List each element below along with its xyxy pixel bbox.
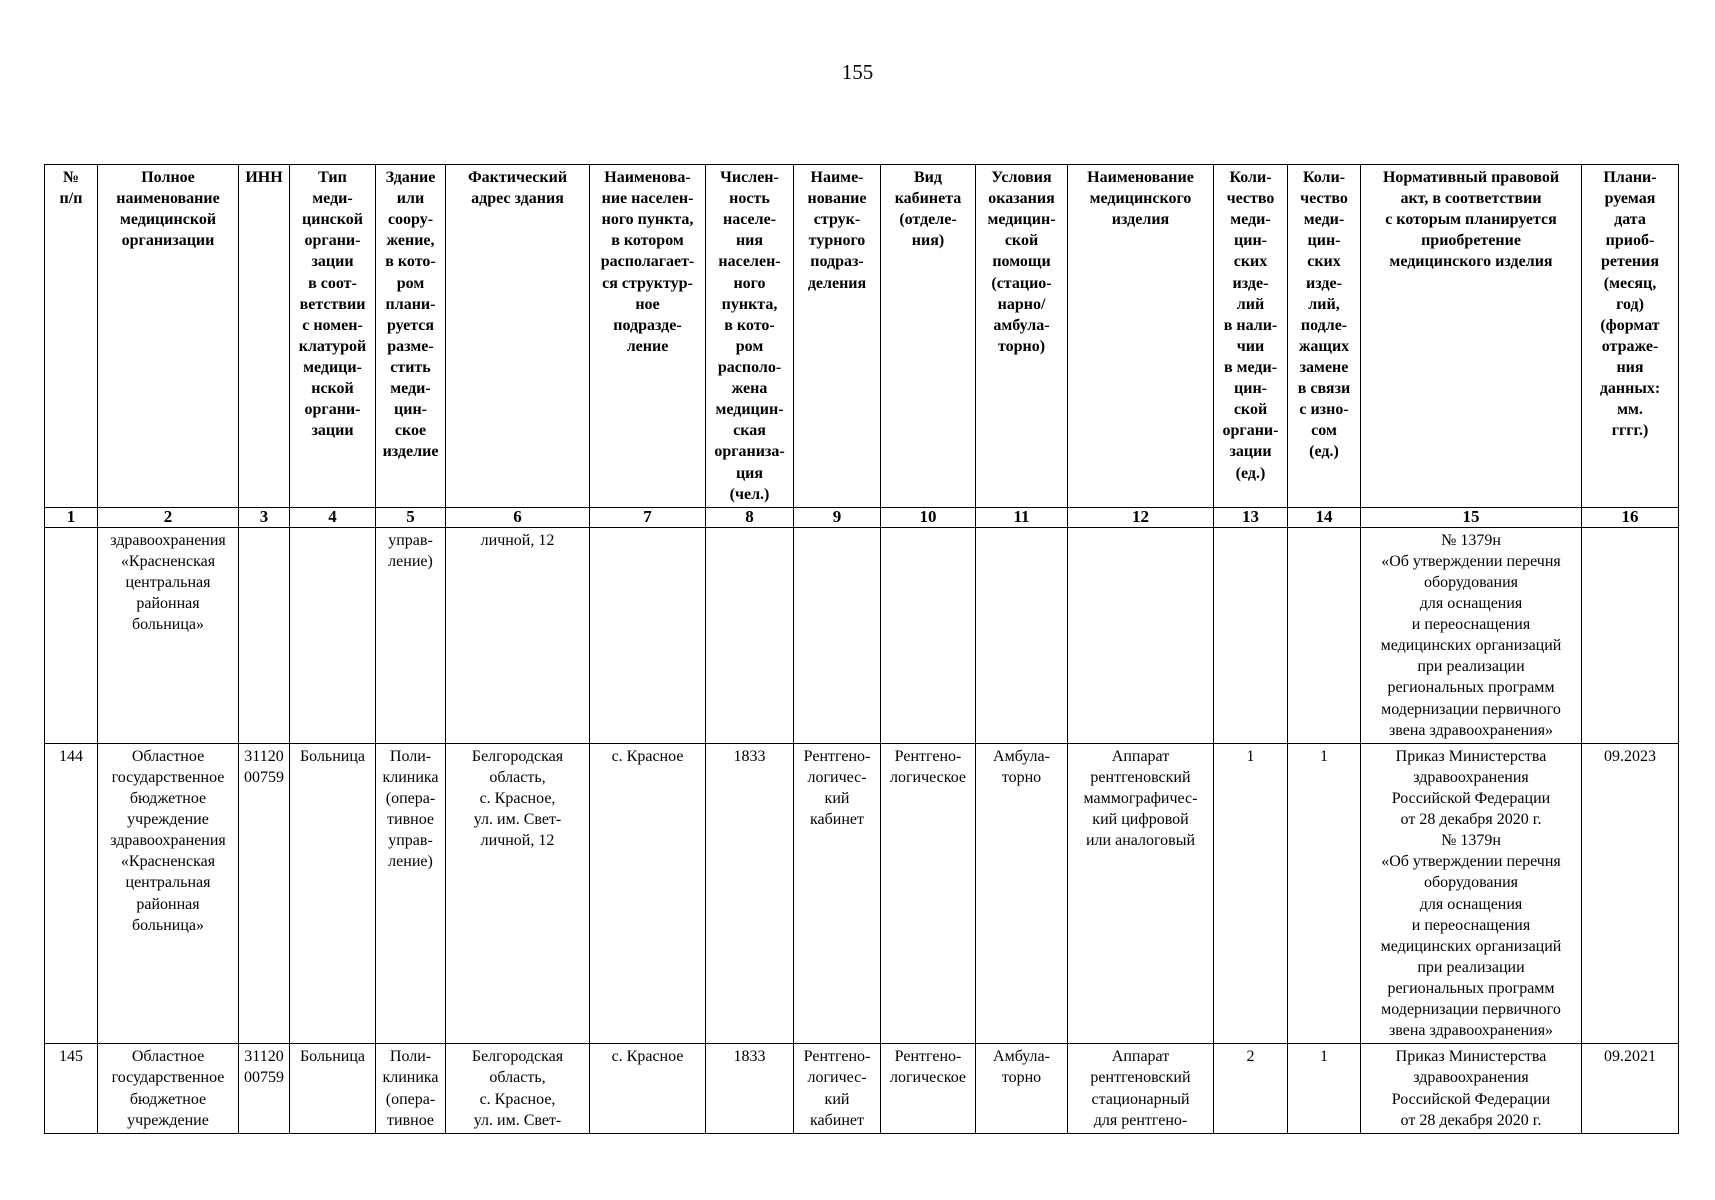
cell-number: 145 [45,1044,98,1133]
cell-settlement: с. Красное [590,1044,706,1133]
cell-org-type: Больница [290,1044,376,1133]
cell-inn: 31120 00759 [239,1044,290,1133]
cell-device: Аппарат рентгеновский маммографичес- кий цифровой или аналоговый [1068,743,1214,1044]
header-cell: Условия оказания медицин- ской помощи (стацио- нарно/ амбула- торно) [976,165,1068,508]
cell-unit [794,527,881,743]
header-cell: Коли- чество меди- цин- ских изде- лий в нали- чии в меди- цин- ской органи- зации (ед.) [1214,165,1288,508]
header-cell: Фактический адрес здания [446,165,590,508]
cell-population: 1833 [706,743,794,1044]
column-number: 3 [239,508,290,528]
column-number: 15 [1361,508,1582,528]
column-number: 8 [706,508,794,528]
medical-equipment-table [44,164,1679,1134]
cell-org-name: Областное государственное бюджетное учреждение [98,1044,239,1133]
column-number: 5 [376,508,446,528]
cell-conditions: Амбула- торно [976,1044,1068,1133]
page-number: 155 [841,60,874,84]
cell-org-name: Областное государственное бюджетное учреждение здравоохранения «Красненская центральная районная больница» [98,743,239,1044]
cell-inn [239,527,290,743]
header-cell: Числен- ность населе- ния населен- ного пункта, в кото- ром располо- жена медицин- ская организа- ция (чел.) [706,165,794,508]
header-cell: Полное наименование медицинской организации [98,165,239,508]
table-row [45,743,1679,1044]
cell-building: Поли- клиника (опера- тивное [376,1044,446,1133]
header-cell: Плани- руемая дата приоб- ретения (месяц, год) (формат отраже- ния данных: мм. гггг.) [1582,165,1679,508]
cell-conditions: Амбула- торно [976,743,1068,1044]
cell-conditions [976,527,1068,743]
cell-org-type: Больница [290,743,376,1044]
cell-population: 1833 [706,1044,794,1133]
cell-cabinet [881,527,976,743]
header-cell: Наименование медицинского изделия [1068,165,1214,508]
header-row [45,165,1679,508]
cell-cabinet: Рентгено- логическое [881,743,976,1044]
column-number-row [45,508,1679,528]
column-number: 10 [881,508,976,528]
column-number: 6 [446,508,590,528]
column-number: 13 [1214,508,1288,528]
column-number: 12 [1068,508,1214,528]
column-number: 16 [1582,508,1679,528]
cell-org-name: здравоохранения «Красненская центральная районная больница» [98,527,239,743]
cell-settlement [590,527,706,743]
cell-legal-act: Приказ Министерства здравоохранения Российской Федерации от 28 декабря 2020 г. [1361,1044,1582,1133]
cell-qty-replace: 1 [1288,743,1361,1044]
header-cell: Наиме- нование струк- турного подраз- деления [794,165,881,508]
cell-legal-act: № 1379н «Об утверждении перечня оборудования для оснащения и переоснащения медицинских организаций при реализации региональных программ модернизации первичного звена здравоохранения» [1361,527,1582,743]
cell-date [1582,527,1679,743]
cell-inn: 31120 00759 [239,743,290,1044]
column-number: 1 [45,508,98,528]
cell-date: 09.2023 [1582,743,1679,1044]
header-cell: ИНН [239,165,290,508]
column-number: 7 [590,508,706,528]
cell-number: 144 [45,743,98,1044]
cell-device: Аппарат рентгеновский стационарный для рентгено- [1068,1044,1214,1133]
column-number: 11 [976,508,1068,528]
cell-qty-available: 2 [1214,1044,1288,1133]
header-cell: № п/п [45,165,98,508]
cell-address: Белгородская область, с. Красное, ул. им. Свет- [446,1044,590,1133]
cell-building: управ- ление) [376,527,446,743]
cell-number [45,527,98,743]
header-cell: Тип меди- цинской органи- зации в соот- ветствии с номен- клатурой медици- нской органи- зации [290,165,376,508]
table-row [45,1044,1679,1133]
cell-qty-available [1214,527,1288,743]
cell-address: Белгородская область, с. Красное, ул. им. Свет- личной, 12 [446,743,590,1044]
header-cell: Нормативный правовой акт, в соответствии с которым планируется приобретение медицинского изделия [1361,165,1582,508]
cell-settlement: с. Красное [590,743,706,1044]
header-cell: Коли- чество меди- цин- ских изде- лий, подле- жащих замене в связи с изно- сом (ед.) [1288,165,1361,508]
header-cell: Вид кабинета (отделе- ния) [881,165,976,508]
column-number: 2 [98,508,239,528]
cell-address: личной, 12 [446,527,590,743]
cell-unit: Рентгено- логичес- кий кабинет [794,1044,881,1133]
column-number: 9 [794,508,881,528]
column-number: 4 [290,508,376,528]
cell-unit: Рентгено- логичес- кий кабинет [794,743,881,1044]
cell-legal-act: Приказ Министерства здравоохранения Российской Федерации от 28 декабря 2020 г. № 1379н «Об утверждении перечня оборудования для оснащения и переоснащения медицинских организаций при реализации региональных программ модернизации первичного звена здравоохранения» [1361,743,1582,1044]
cell-qty-replace: 1 [1288,1044,1361,1133]
cell-device [1068,527,1214,743]
cell-date: 09.2021 [1582,1044,1679,1133]
cell-building: Поли- клиника (опера- тивное управ- ление) [376,743,446,1044]
cell-qty-replace [1288,527,1361,743]
header-cell: Здание или соору- жение, в кото- ром плани- руется разме- стить меди- цин- ское изделие [376,165,446,508]
cell-org-type [290,527,376,743]
table-row [45,527,1679,743]
column-number: 14 [1288,508,1361,528]
cell-population [706,527,794,743]
cell-cabinet: Рентгено- логическое [881,1044,976,1133]
header-cell: Наименова- ние населен- ного пункта, в котором располагает- ся структур- ное подразде- ление [590,165,706,508]
cell-qty-available: 1 [1214,743,1288,1044]
